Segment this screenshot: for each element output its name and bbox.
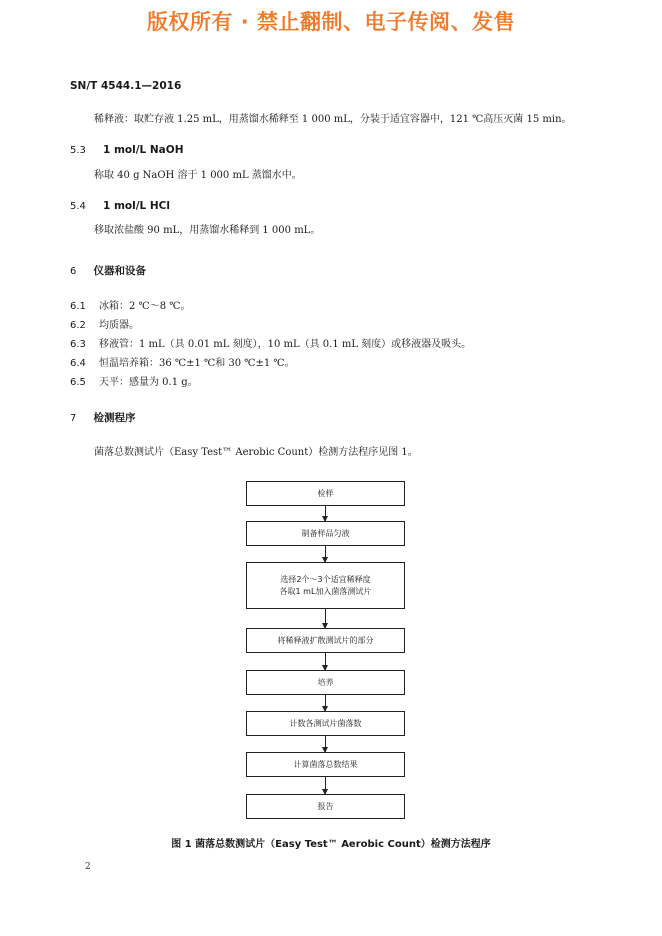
- item-number: 6.5: [70, 377, 86, 388]
- page-number: 2: [85, 862, 91, 872]
- section-title: 1 mol/L HCl: [103, 200, 170, 212]
- item-number: 6.3: [70, 339, 86, 350]
- section-title: 1 mol/L NaOH: [103, 144, 184, 156]
- equipment-item: [70, 332, 471, 351]
- flow-step-report: 报告: [246, 794, 405, 819]
- flow-step-incubate: 培养: [246, 670, 405, 695]
- flow-arrow: [325, 736, 326, 752]
- section-7-heading: [70, 406, 135, 425]
- item-text: 冰箱：2 ℃～8 ℃。: [99, 301, 191, 312]
- section-number: 6: [70, 266, 77, 277]
- section-title: 检测程序: [93, 412, 136, 424]
- item-number: 6.2: [70, 320, 86, 331]
- flow-arrow: [325, 546, 326, 562]
- section-number: 5.4: [70, 201, 86, 212]
- section-title: 仪器和设备: [93, 265, 146, 277]
- section-5-4-heading: [70, 194, 170, 213]
- equipment-item: [70, 294, 190, 313]
- flow-arrow: [325, 777, 326, 794]
- item-number: 6.4: [70, 358, 86, 369]
- flow-step-dilution: [246, 562, 405, 609]
- section-number: 5.3: [70, 145, 86, 156]
- item-text: 天平：感量为 0.1 g。: [99, 377, 198, 388]
- item-text: 移液管：1 mL（具 0.01 mL 刻度），10 mL（具 0.1 mL 刻度）或移液器及吸头。: [99, 339, 472, 350]
- flow-arrow: [325, 695, 326, 711]
- item-number: 6.1: [70, 301, 86, 312]
- section-5-3-heading: [70, 138, 183, 157]
- flow-arrow: [325, 609, 326, 628]
- item-text: 恒温培养箱：36 ℃±1 ℃和 30 ℃±1 ℃。: [99, 358, 295, 369]
- flow-arrow: [325, 653, 326, 670]
- section-number: 7: [70, 413, 77, 424]
- diluent-paragraph: 稀释液：取贮存液 1.25 mL，用蒸馏水稀释至 1 000 mL，分装于适宜容器中，121 ℃高压灭菌 15 min。: [94, 114, 572, 125]
- flow-step-homogenate: 制备样品匀液: [246, 521, 405, 546]
- flow-step-sample: 检样: [246, 481, 405, 506]
- standard-number: SN/T 4544.1—2016: [70, 80, 182, 92]
- equipment-item: [70, 313, 139, 332]
- figure-caption: 图 1 菌落总数测试片（Easy Test™ Aerobic Count）检测方法程序: [171, 839, 491, 850]
- equipment-item: [70, 370, 198, 389]
- flow-step-count: 计数各测试片菌落数: [246, 711, 405, 736]
- flow-step-spread: 将稀释液扩散测试片的部分: [246, 628, 405, 653]
- flow-step-dilution-line1: 选择2个～3个适宜稀释度: [280, 574, 371, 584]
- section-5-3-text: 称取 40 g NaOH 溶于 1 000 mL 蒸馏水中。: [94, 170, 302, 181]
- section-6-heading: [70, 259, 146, 278]
- section-5-4-text: 移取浓盐酸 90 mL，用蒸馏水稀释到 1 000 mL。: [94, 225, 321, 236]
- item-text: 均质器。: [99, 320, 139, 331]
- flow-step-calculate: 计算菌落总数结果: [246, 752, 405, 777]
- copyright-watermark: 版权所有 · 禁止翻制、电子传阅、发售: [146, 10, 516, 34]
- flow-step-dilution-line2: 各取1 mL加入菌落测试片: [279, 586, 372, 596]
- flow-arrow: [325, 506, 326, 521]
- section-7-text: 菌落总数测试片（Easy Test™ Aerobic Count）检测方法程序见图 1。: [94, 447, 418, 458]
- equipment-item: [70, 351, 295, 370]
